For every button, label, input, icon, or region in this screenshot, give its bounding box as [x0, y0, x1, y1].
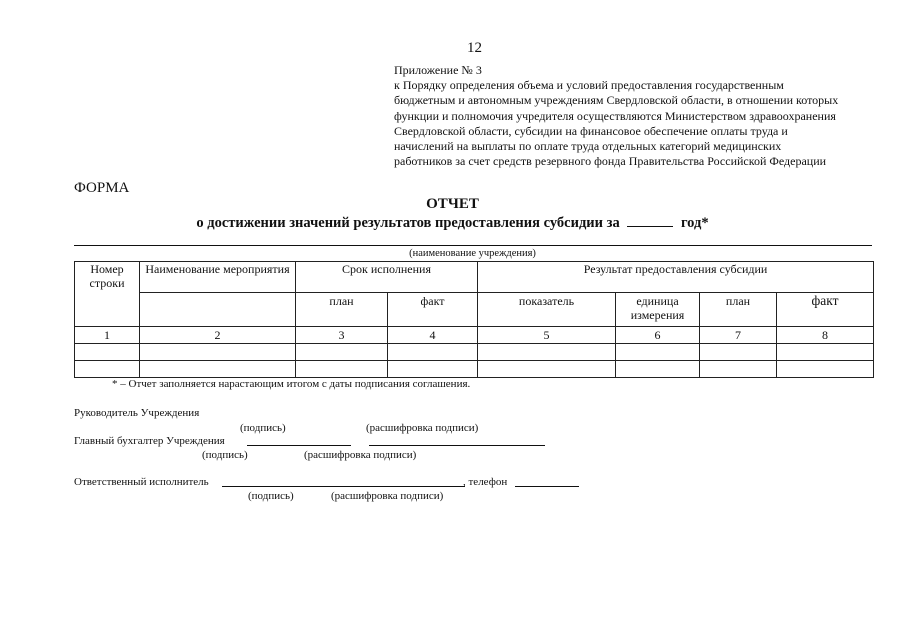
page-number: 12 [467, 40, 482, 56]
header-indicator: показатель [478, 293, 616, 327]
executor-decode-caption: (расшифровка подписи) [331, 490, 444, 502]
appendix-line: работников за счет средств резервного фонда Правительства Российской Федерации [394, 154, 827, 169]
phone-label: , телефон [463, 476, 508, 488]
column-number: 3 [296, 327, 388, 344]
header-term-plan: план [296, 293, 388, 327]
appendix-line: начислений на выплаты по оплате труда отдельных категорий медицинских [394, 139, 782, 154]
report-subtitle [0, 214, 905, 232]
column-number: 2 [140, 327, 296, 344]
executor-sign-caption: (подпись) [248, 490, 294, 502]
table-cell[interactable] [777, 361, 874, 378]
subtitle-text: о достижении значений результатов предоставления субсидии за [196, 215, 620, 231]
column-number: 8 [777, 327, 874, 344]
head-decode-caption: (расшифровка подписи) [366, 422, 479, 434]
accountant-decode-caption: (расшифровка подписи) [304, 449, 417, 461]
table-cell[interactable] [388, 361, 478, 378]
form-label: ФОРМА [74, 180, 130, 196]
column-numbers-row [75, 327, 874, 344]
year-blank[interactable] [627, 214, 673, 227]
table-cell[interactable] [75, 361, 140, 378]
header-term: Срок исполнения [296, 262, 478, 293]
header-event-empty [140, 293, 296, 327]
header-result-fact: факт [777, 293, 874, 327]
footnote: * – Отчет заполняется нарастающим итогом с даты подписания соглашения. [112, 378, 471, 390]
table-cell[interactable] [296, 344, 388, 361]
appendix-note [394, 63, 884, 169]
table-row [75, 361, 874, 378]
header-term-fact: факт [388, 293, 478, 327]
institution-caption: (наименование учреждения) [409, 248, 536, 259]
appendix-line: Свердловской области, субсидии на финансовое обеспечение оплаты труда и [394, 123, 788, 138]
report-table [74, 261, 874, 378]
institution-name-line[interactable] [74, 245, 872, 246]
head-label: Руководитель Учреждения [74, 407, 200, 419]
accountant-sign-line[interactable] [247, 445, 351, 446]
executor-label: Ответственный исполнитель [74, 476, 209, 488]
appendix-line: бюджетным и автономным учреждениям Свердловской области, в отношении которых [394, 93, 839, 108]
column-number: 6 [616, 327, 700, 344]
head-sign-caption: (подпись) [240, 422, 286, 434]
table-cell[interactable] [616, 344, 700, 361]
appendix-line: функции и полномочия учредителя осуществляются Министерством здравоохранения [394, 108, 836, 123]
table-cell[interactable] [388, 344, 478, 361]
column-number: 7 [700, 327, 777, 344]
table-cell[interactable] [700, 344, 777, 361]
accountant-label: Главный бухгалтер Учреждения [74, 435, 225, 447]
phone-line[interactable] [515, 486, 579, 487]
table-cell[interactable] [296, 361, 388, 378]
table-cell[interactable] [478, 344, 616, 361]
table-cell[interactable] [700, 361, 777, 378]
table-cell[interactable] [478, 361, 616, 378]
table-cell[interactable] [140, 344, 296, 361]
table-row [75, 344, 874, 361]
header-result-plan: план [700, 293, 777, 327]
header-event-name: Наименование мероприятия [140, 262, 296, 293]
table-cell[interactable] [616, 361, 700, 378]
header-row-number: Номер строки [75, 262, 140, 327]
accountant-sign-caption: (подпись) [202, 449, 248, 461]
column-number: 1 [75, 327, 140, 344]
subtitle-year-suffix: год* [680, 215, 709, 231]
header-unit: единица измерения [616, 293, 700, 327]
table-cell[interactable] [75, 344, 140, 361]
report-title: ОТЧЕТ [426, 196, 479, 212]
column-number: 4 [388, 327, 478, 344]
table-cell[interactable] [777, 344, 874, 361]
table-cell[interactable] [140, 361, 296, 378]
executor-sign-line[interactable] [222, 486, 465, 487]
appendix-line: к Порядку определения объема и условий предоставления государственным [394, 78, 784, 93]
appendix-line: Приложение № 3 [394, 63, 482, 77]
column-number: 5 [478, 327, 616, 344]
header-result: Результат предоставления субсидии [478, 262, 874, 293]
accountant-decode-line[interactable] [369, 445, 545, 446]
